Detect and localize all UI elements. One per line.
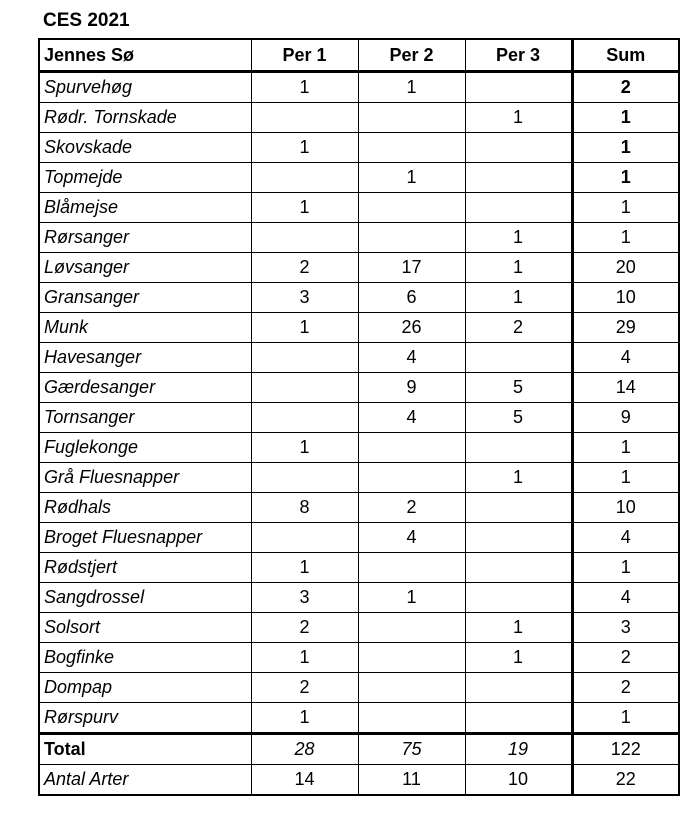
species-count-per-1: 14 <box>251 765 358 796</box>
per-1-count: 1 <box>251 313 358 343</box>
per-3-count: 1 <box>465 463 572 493</box>
sheet-title: CES 2021 <box>43 10 130 31</box>
table-row <box>39 373 679 403</box>
species-name: Topmejde <box>39 163 251 193</box>
per-3-count <box>465 163 572 193</box>
table-row <box>39 72 679 103</box>
species-name: Broget Fluesnapper <box>39 523 251 553</box>
per-2-count <box>358 103 465 133</box>
total-sum: 122 <box>572 734 679 765</box>
per-2-count <box>358 433 465 463</box>
per-2-count <box>358 673 465 703</box>
sum-count: 1 <box>572 223 679 253</box>
per-3-count <box>465 72 572 103</box>
table-row <box>39 253 679 283</box>
total-row <box>39 734 679 765</box>
header-per-2: Per 2 <box>358 39 465 72</box>
sum-count: 10 <box>572 493 679 523</box>
per-2-count: 4 <box>358 343 465 373</box>
species-count-row <box>39 765 679 796</box>
sum-count: 1 <box>572 433 679 463</box>
sum-count: 2 <box>572 673 679 703</box>
per-2-count: 2 <box>358 493 465 523</box>
table-row <box>39 553 679 583</box>
total-per-1: 28 <box>251 734 358 765</box>
per-1-count: 1 <box>251 72 358 103</box>
per-3-count <box>465 133 572 163</box>
per-3-count <box>465 703 572 734</box>
per-3-count: 5 <box>465 403 572 433</box>
header-per-1: Per 1 <box>251 39 358 72</box>
per-1-count: 1 <box>251 643 358 673</box>
per-2-count: 6 <box>358 283 465 313</box>
table-row <box>39 223 679 253</box>
per-3-count: 1 <box>465 643 572 673</box>
sum-count: 1 <box>572 133 679 163</box>
sum-count: 1 <box>572 163 679 193</box>
per-3-count: 1 <box>465 283 572 313</box>
per-2-count <box>358 223 465 253</box>
table-row <box>39 523 679 553</box>
per-2-count: 1 <box>358 583 465 613</box>
per-2-count <box>358 703 465 734</box>
species-name: Skovskade <box>39 133 251 163</box>
sum-count: 1 <box>572 703 679 734</box>
table-row <box>39 673 679 703</box>
per-3-count <box>465 343 572 373</box>
species-name: Rødhals <box>39 493 251 523</box>
species-count-label: Antal Arter <box>39 765 251 796</box>
species-name: Spurvehøg <box>39 72 251 103</box>
per-2-count <box>358 133 465 163</box>
per-2-count: 1 <box>358 163 465 193</box>
table-row <box>39 343 679 373</box>
per-3-count <box>465 673 572 703</box>
table-row <box>39 433 679 463</box>
sum-count: 1 <box>572 553 679 583</box>
per-1-count: 1 <box>251 193 358 223</box>
species-name: Rødstjert <box>39 553 251 583</box>
sum-count: 3 <box>572 613 679 643</box>
total-per-3: 19 <box>465 734 572 765</box>
per-2-count: 1 <box>358 72 465 103</box>
table-row <box>39 103 679 133</box>
per-1-count: 2 <box>251 613 358 643</box>
per-1-count <box>251 103 358 133</box>
header-sum: Sum <box>572 39 679 72</box>
per-1-count: 8 <box>251 493 358 523</box>
species-name: Rørsanger <box>39 223 251 253</box>
per-3-count <box>465 493 572 523</box>
species-count-sum: 22 <box>572 765 679 796</box>
per-2-count <box>358 463 465 493</box>
species-name: Løvsanger <box>39 253 251 283</box>
species-name: Blåmejse <box>39 193 251 223</box>
per-1-count <box>251 403 358 433</box>
species-name: Sangdrossel <box>39 583 251 613</box>
per-3-count: 1 <box>465 613 572 643</box>
table-row <box>39 403 679 433</box>
sum-count: 1 <box>572 103 679 133</box>
per-1-count: 3 <box>251 283 358 313</box>
per-2-count: 4 <box>358 523 465 553</box>
species-name: Grå Fluesnapper <box>39 463 251 493</box>
species-name: Gransanger <box>39 283 251 313</box>
species-count-per-2: 11 <box>358 765 465 796</box>
total-label: Total <box>39 734 251 765</box>
sum-count: 10 <box>572 283 679 313</box>
table-row <box>39 163 679 193</box>
species-name: Munk <box>39 313 251 343</box>
table-row <box>39 613 679 643</box>
header-per-3: Per 3 <box>465 39 572 72</box>
per-1-count: 3 <box>251 583 358 613</box>
sum-count: 9 <box>572 403 679 433</box>
table-row <box>39 643 679 673</box>
per-1-count: 2 <box>251 253 358 283</box>
table-row <box>39 493 679 523</box>
species-name: Havesanger <box>39 343 251 373</box>
table-row <box>39 283 679 313</box>
sum-count: 4 <box>572 523 679 553</box>
species-name: Gærdesanger <box>39 373 251 403</box>
per-1-count <box>251 373 358 403</box>
per-2-count: 17 <box>358 253 465 283</box>
per-3-count <box>465 193 572 223</box>
per-3-count: 5 <box>465 373 572 403</box>
per-3-count <box>465 583 572 613</box>
per-2-count: 9 <box>358 373 465 403</box>
species-name: Dompap <box>39 673 251 703</box>
per-2-count <box>358 193 465 223</box>
per-1-count <box>251 463 358 493</box>
per-1-count <box>251 163 358 193</box>
per-1-count <box>251 343 358 373</box>
table-row <box>39 193 679 223</box>
per-1-count: 1 <box>251 703 358 734</box>
species-count-per-3: 10 <box>465 765 572 796</box>
sum-count: 1 <box>572 463 679 493</box>
header-location: Jennes Sø <box>39 39 251 72</box>
sum-count: 4 <box>572 583 679 613</box>
per-1-count: 1 <box>251 553 358 583</box>
table-row <box>39 133 679 163</box>
species-rows <box>39 72 679 734</box>
species-name: Solsort <box>39 613 251 643</box>
sum-count: 14 <box>572 373 679 403</box>
per-3-count: 1 <box>465 223 572 253</box>
table-row <box>39 703 679 734</box>
sum-count: 2 <box>572 643 679 673</box>
per-1-count: 2 <box>251 673 358 703</box>
table-row <box>39 313 679 343</box>
per-2-count: 26 <box>358 313 465 343</box>
sum-count: 4 <box>572 343 679 373</box>
per-3-count <box>465 433 572 463</box>
sum-count: 29 <box>572 313 679 343</box>
sum-count: 1 <box>572 193 679 223</box>
sum-count: 20 <box>572 253 679 283</box>
table-row <box>39 583 679 613</box>
per-3-count: 1 <box>465 103 572 133</box>
per-1-count <box>251 523 358 553</box>
species-name: Bogfinke <box>39 643 251 673</box>
sum-count: 2 <box>572 72 679 103</box>
species-name: Fuglekonge <box>39 433 251 463</box>
per-2-count <box>358 553 465 583</box>
species-name: Rørspurv <box>39 703 251 734</box>
header-row <box>39 39 679 72</box>
per-2-count <box>358 643 465 673</box>
per-1-count: 1 <box>251 433 358 463</box>
per-1-count <box>251 223 358 253</box>
table-row <box>39 463 679 493</box>
bird-count-table <box>38 38 680 796</box>
species-name: Rødr. Tornskade <box>39 103 251 133</box>
per-3-count: 1 <box>465 253 572 283</box>
per-3-count: 2 <box>465 313 572 343</box>
per-1-count: 1 <box>251 133 358 163</box>
per-3-count <box>465 553 572 583</box>
per-2-count: 4 <box>358 403 465 433</box>
per-2-count <box>358 613 465 643</box>
species-name: Tornsanger <box>39 403 251 433</box>
total-per-2: 75 <box>358 734 465 765</box>
per-3-count <box>465 523 572 553</box>
